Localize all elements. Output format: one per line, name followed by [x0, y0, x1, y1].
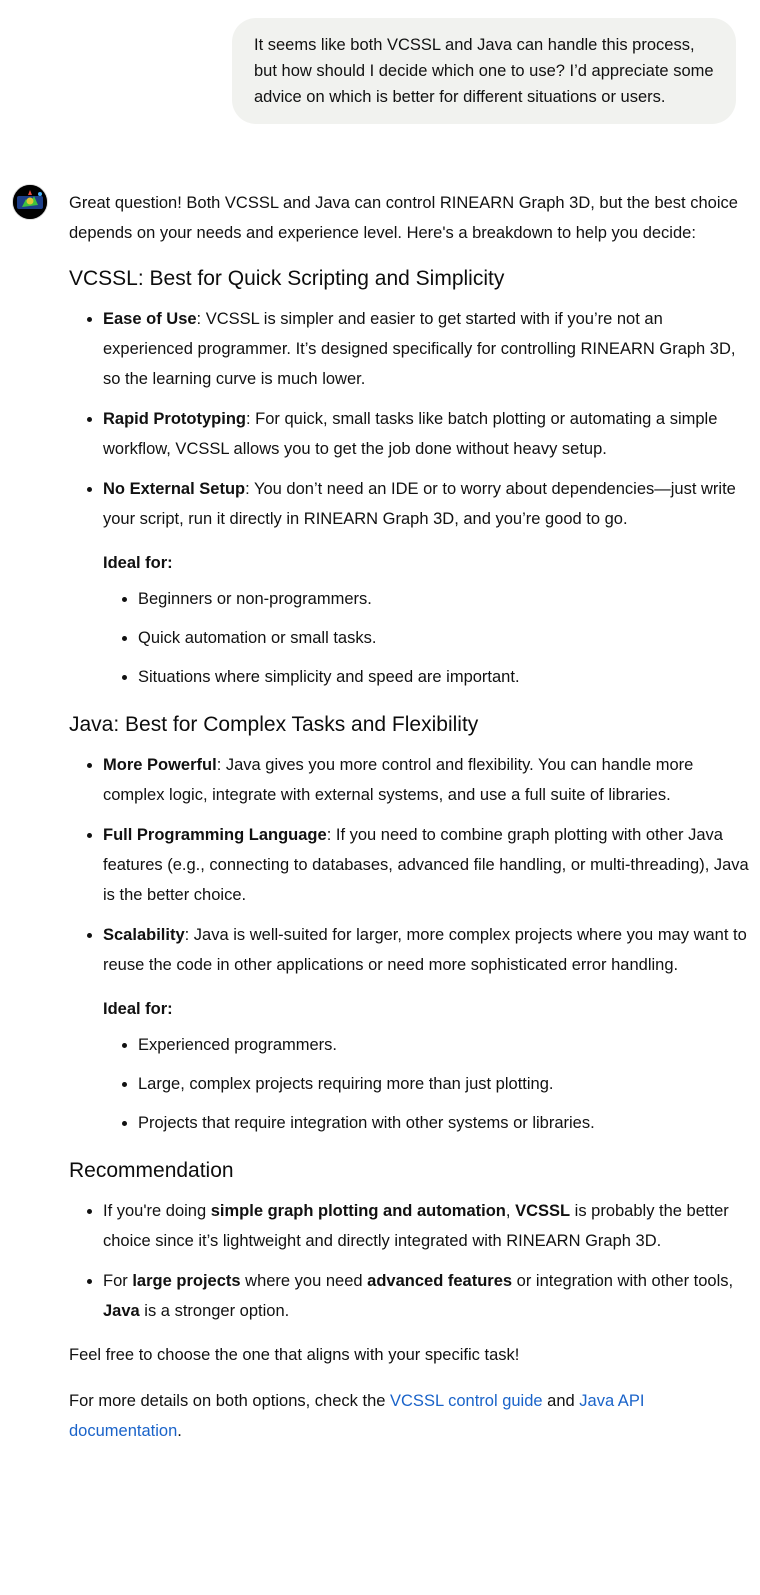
java-ideal-list	[69, 1030, 749, 1138]
section-heading-vcssl: VCSSL: Best for Quick Scripting and Simplicity	[69, 267, 505, 290]
bullet-text: : Java is well-suited for larger, more complex projects where you may want to reuse the code in other applications or need more sophisticated error handling.	[103, 926, 747, 974]
bullet-term: No External Setup	[103, 480, 246, 498]
assistant-avatar	[12, 184, 48, 220]
rinearn-graph-logo-icon	[13, 185, 47, 219]
bullet-text: : For quick, small tasks like batch plotting or automating a simple workflow, VCSSL allows you to get the job done without heavy setup.	[103, 410, 718, 458]
vcssl-bullet-list	[69, 304, 749, 534]
java-api-documentation-link[interactable]: Java API documentation	[69, 1392, 645, 1440]
closing-paragraph: Feel free to choose the one that aligns with your specific task!	[69, 1346, 520, 1364]
bullet-text: : You don’t need an IDE or to worry about dependencies—just write your script, run it directly in RINEARN Graph 3D, and you’re good to go.	[103, 480, 736, 528]
user-message-bubble	[232, 18, 736, 124]
list-item: • Large, complex projects requiring more than just plotting.	[138, 1069, 749, 1099]
list-item: • Projects that require integration with other systems or libraries.	[138, 1108, 749, 1138]
recommendation-list	[69, 1196, 749, 1326]
list-item	[103, 820, 749, 910]
section-heading-recommendation: Recommendation	[69, 1159, 234, 1182]
section-heading-java: Java: Best for Complex Tasks and Flexibility	[69, 713, 479, 736]
bullet-term: Ease of Use	[103, 310, 197, 328]
bullet-text: : If you need to combine graph plotting with other Java features (e.g., connecting to databases, advanced file handling, or multi-threading), Java is the better choice.	[103, 826, 749, 904]
list-item: • Situations where simplicity and speed are important.	[138, 662, 749, 692]
ideal-for-label: Ideal for:	[103, 554, 173, 572]
list-item	[103, 474, 749, 534]
list-item: • Experienced programmers.	[138, 1030, 749, 1060]
list-item	[103, 920, 749, 980]
intro-paragraph: Great question! Both VCSSL and Java can control RINEARN Graph 3D, but the best choice depends on your needs and experience level. Here's a breakdown to help you decide:	[69, 194, 738, 242]
details-paragraph: For more details on both options, check the VCSSL control guide and Java API documentation.	[69, 1392, 645, 1440]
list-item: • Beginners or non-programmers.	[138, 584, 749, 614]
list-item: • For large projects where you need advanced features or integration with other tools, Java is a stronger option.	[103, 1266, 749, 1326]
bullet-term: Rapid Prototyping	[103, 410, 246, 428]
list-item	[103, 404, 749, 464]
list-item	[103, 304, 749, 394]
vcssl-ideal-list	[69, 584, 749, 692]
list-item	[103, 750, 749, 810]
bullet-term: Full Programming Language	[103, 826, 327, 844]
bullet-text: : Java gives you more control and flexibility. You can handle more complex logic, integrate with external systems, and use a full suite of libraries.	[103, 756, 694, 804]
java-bullet-list	[69, 750, 749, 980]
bullet-text: : VCSSL is simpler and easier to get started with if you’re not an experienced programmer. It’s designed specifically for controlling RINEARN Graph 3D, so the learning curve is much lower.	[103, 310, 736, 388]
list-item: • If you're doing simple graph plotting and automation, VCSSL is probably the better choice since it’s lightweight and directly integrated with RINEARN Graph 3D.	[103, 1196, 749, 1256]
bullet-term: More Powerful	[103, 756, 217, 774]
user-message-text: It seems like both VCSSL and Java can handle this process, but how should I decide which one to use? I’d appreciate some advice on which is better for different situations or users.	[254, 36, 714, 106]
bullet-term: Scalability	[103, 926, 185, 944]
assistant-message	[69, 188, 749, 1446]
ideal-for-label: Ideal for:	[103, 1000, 173, 1018]
vcssl-control-guide-link[interactable]: VCSSL control guide	[390, 1392, 543, 1410]
list-item: • Quick automation or small tasks.	[138, 623, 749, 653]
